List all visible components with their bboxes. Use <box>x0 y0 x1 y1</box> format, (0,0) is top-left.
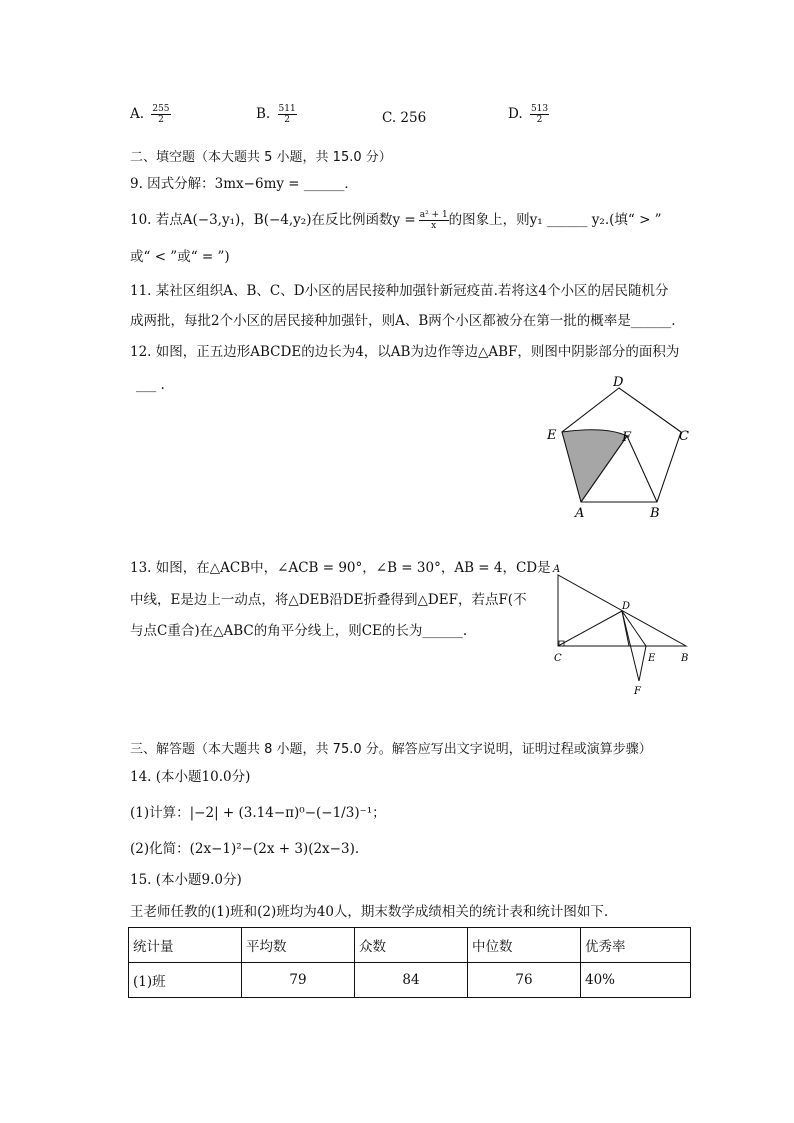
q8-option-c: C. 256 <box>382 110 427 126</box>
frac-num: 511 <box>278 104 296 114</box>
label-F: F <box>622 430 632 445</box>
section2-heading: 二、填空题（本大题共 5 小题，共 15.0 分） <box>130 150 392 165</box>
label-C: C <box>554 653 562 664</box>
q14-part2: (2)化简：(2x−1)²−(2x + 3)(2x−3). <box>130 841 360 857</box>
table-cell: 84 <box>355 963 468 998</box>
table-cell: (1)班 <box>129 963 242 998</box>
label-F: F <box>634 686 641 697</box>
q14-header: 14. (本小题10.0分) <box>130 769 251 785</box>
table-row <box>129 963 691 998</box>
q9-text: 9. 因式分解：3mx−6my = ______． <box>130 176 358 192</box>
label-C: C <box>679 429 689 444</box>
q10-suffix: 的图象上，则y₁ ______ y₂.(填“ > ” <box>448 212 662 228</box>
q15-header: 15. (本小题9.0分) <box>130 872 242 888</box>
table-header-cell: 统计量 <box>129 928 242 963</box>
label-E: E <box>648 653 656 664</box>
option-a-label: A. <box>130 106 145 122</box>
label-A: A <box>575 506 585 520</box>
label-A: A <box>553 564 561 575</box>
segment-cd <box>558 611 622 646</box>
segment-ef <box>639 646 646 681</box>
q13-line2: 中线，E是边上一动点，将△DEB沿DE折叠得到△DEF，若点F(不 <box>130 592 527 608</box>
stats-table <box>128 927 691 998</box>
option-d-label: D. <box>508 106 523 122</box>
frac-num: 513 <box>530 104 549 114</box>
label-E: E <box>547 428 557 443</box>
frac-den: 2 <box>158 115 164 125</box>
q8-option-d <box>508 104 549 125</box>
pentagon-figure <box>530 370 705 520</box>
frac-num: 255 <box>152 104 170 114</box>
q8-option-a <box>130 104 171 125</box>
label-B: B <box>650 506 660 520</box>
table-header-cell: 平均数 <box>242 928 355 963</box>
option-d-fraction <box>530 104 549 125</box>
table-cell: 79 <box>242 963 355 998</box>
q10-line2: 或“ < ”或“ = ”) <box>130 249 230 265</box>
triangle-figure <box>545 560 695 700</box>
option-b-label: B. <box>256 106 271 122</box>
q10-fraction <box>419 210 449 231</box>
table-header-cell: 优秀率 <box>581 928 691 963</box>
q12-line2: ___ . <box>136 377 165 393</box>
section3-heading: 三、解答题（本大题共 8 小题，共 75.0 分。解答应写出文字说明，证明过程或演算步骤） <box>130 742 652 757</box>
q15-intro: 王老师任教的(1)班和(2)班均为40人，期末数学成绩相关的统计表和统计图如下. <box>130 904 609 920</box>
q8-option-b <box>256 104 297 125</box>
q11-line1: 11. 某社区组织A、B、C、D小区的居民接种加强针新冠疫苗.若将这4个小区的居民随机分 <box>130 283 669 299</box>
q14-part1: (1)计算：|−2| + (3.14−π)⁰−(−1/3)⁻¹； <box>130 805 386 821</box>
q10-line1 <box>130 210 662 231</box>
label-D: D <box>622 601 631 612</box>
option-a-fraction <box>151 104 170 125</box>
table-header-cell: 众数 <box>355 928 468 963</box>
label-B: B <box>681 653 689 664</box>
frac-den: 2 <box>284 115 290 125</box>
label-D: D <box>613 375 624 390</box>
frac-num: a² + 1 <box>419 210 448 220</box>
q13-line1: 13. 如图，在△ACB中，∠ACB = 90°，∠B = 30°，AB = 4，CD是 <box>130 560 551 576</box>
q10-prefix: 10. 若点A(−3,y₁)，B(−4,y₂)在反比例函数y = <box>130 212 416 228</box>
table-header-cell: 中位数 <box>468 928 581 963</box>
table-cell: 76 <box>468 963 581 998</box>
q12-line1: 12. 如图，正五边形ABCDE的边长为4，以AB为边作等边△ABF，则图中阴影部分的面积为 <box>130 344 680 360</box>
frac-den: 2 <box>536 115 543 125</box>
q13-line3: 与点C重合)在△ABC的角平分线上，则CE的长为______. <box>130 623 468 639</box>
frac-den: x <box>431 221 437 231</box>
table-cell: 40% <box>581 963 691 998</box>
option-b-fraction <box>278 104 297 125</box>
table-header-row <box>129 928 691 963</box>
q11-line2: 成两批，每批2个小区的居民接种加强针，则A、B两个小区都被分在第一批的概率是______. <box>130 313 676 329</box>
